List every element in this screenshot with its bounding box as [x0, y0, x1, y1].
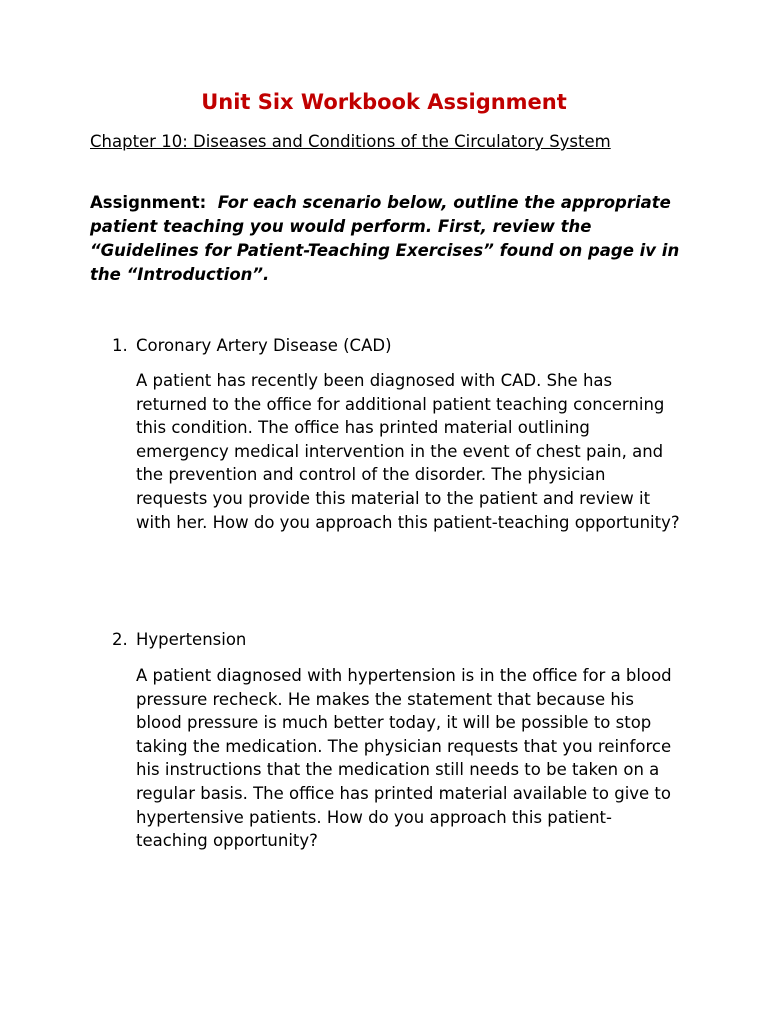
assignment-paragraph [90, 191, 690, 287]
item-heading-text: Hypertension [136, 630, 247, 649]
assignment-instructions: For each scenario below, outline the appropriate patient teaching you would perform. First, review the “Guidelines for Patient-Teaching Exercises” found on page iv in the “Introduction”. [90, 193, 680, 284]
item-number: 2. [112, 630, 128, 649]
item-body-hypertension: A patient diagnosed with hypertension is in the office for a blood pressure recheck. He makes the statement that because his blood pressure is much better today, it will be possible to stop taking the medication. The physician requests that you reinforce his instructions that the medication still needs to be taken on a regular basis. The office has printed material available to give to hypertensive patients. How do you approach this patient-teaching opportunity? [136, 666, 672, 851]
chapter-heading: Chapter 10: Diseases and Conditions of the Circulatory System [90, 132, 611, 151]
page-title: Unit Six Workbook Assignment [201, 90, 567, 114]
item-number: 1. [112, 336, 128, 355]
assignment-label: Assignment: [90, 193, 207, 212]
item-body-cad: A patient has recently been diagnosed with CAD. She has returned to the office for additional patient teaching concerning this condition. The office has printed material outlining emergency medical intervention in the event of chest pain, and the prevention and control of the disorder. The physician requests you provide this material to the patient and review it with her. How do you approach this patient-teaching opportunity? [136, 371, 680, 532]
item-heading-cad [112, 334, 392, 358]
item-heading-text: Coronary Artery Disease (CAD) [136, 336, 392, 355]
item-heading-hypertension [112, 628, 246, 652]
